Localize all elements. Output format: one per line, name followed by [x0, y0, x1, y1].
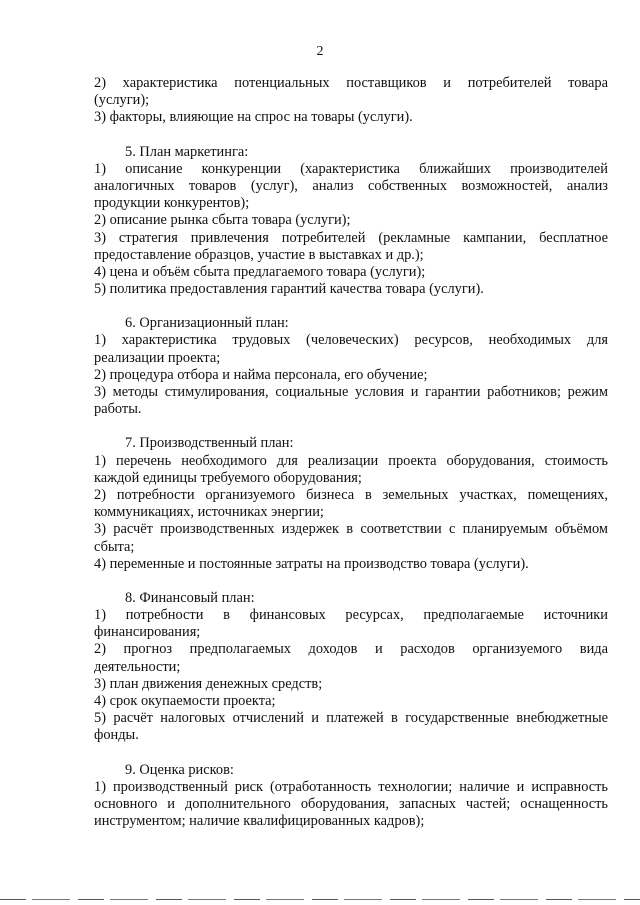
section-heading: 9. Оценка рисков:: [125, 761, 234, 778]
text-line: 1) характеристика трудовых (человеческих) ресурсов, необходимых для: [94, 332, 608, 349]
text-line: работы.: [94, 401, 142, 418]
footer-rule: [0, 899, 640, 900]
text-line: предоставление образцов, участие в выставках и др.);: [94, 246, 424, 263]
text-line: коммуникациях, источниках энергии;: [94, 504, 324, 521]
text-line: 4) переменные и постоянные затраты на производство товара (услуги).: [94, 555, 529, 572]
list-block: [94, 75, 608, 127]
section: [94, 762, 608, 831]
text-line: финансирования;: [94, 624, 201, 641]
section-heading: 5. План маркетинга:: [125, 143, 249, 160]
text-line: 1) описание конкуренции (характеристика ближайших производителей: [94, 160, 608, 177]
section-gap: [94, 298, 608, 315]
text-line: каждой единицы требуемого оборудования;: [94, 469, 362, 486]
text-line: реализации проекта;: [94, 349, 221, 366]
text-line: 5) политика предоставления гарантий качества товара (услуги).: [94, 281, 484, 298]
section: [94, 435, 608, 573]
text-line: основного и дополнительного оборудования, запасных частей; оснащенность: [94, 795, 608, 812]
section-gap: [94, 573, 608, 590]
text-line: деятельности;: [94, 658, 181, 675]
text-line: аналогичных товаров (услуг), анализ собственных возможностей, анализ: [94, 177, 608, 194]
text-line: сбыта;: [94, 538, 135, 555]
section-gap: [94, 418, 608, 435]
text-line: 4) цена и объём сбыта предлагаемого товара (услуги);: [94, 263, 426, 280]
document-body: [94, 75, 608, 830]
text-line: 3) план движения денежных средств;: [94, 675, 323, 692]
text-line: 2) характеристика потенциальных поставщиков и потребителей товара: [94, 75, 608, 91]
section: [94, 590, 608, 745]
section-gap: [94, 745, 608, 762]
text-line: 2) прогноз предполагаемых доходов и расходов организуемого вида: [94, 641, 608, 658]
section: [94, 315, 608, 418]
text-line: 3) стратегия привлечения потребителей (рекламные кампании, бесплатное: [94, 229, 608, 246]
text-line: продукции конкурентов);: [94, 195, 250, 212]
text-line: (услуги);: [94, 92, 150, 109]
section-heading: 7. Производственный план:: [125, 435, 294, 452]
text-line: 3) расчёт производственных издержек в соответствии с планируемым объёмом: [94, 521, 608, 538]
text-line: фонды.: [94, 727, 139, 744]
section-heading: 6. Организационный план:: [125, 315, 289, 332]
text-line: 3) методы стимулирования, социальные условия и гарантии работников; режим: [94, 384, 608, 400]
text-line: 1) перечень необходимого для реализации проекта оборудования, стоимость: [94, 452, 608, 469]
text-line: инструментом; наличие квалифицированных кадров);: [94, 813, 425, 830]
text-line: 2) процедура отбора и найма персонала, его обучение;: [94, 366, 428, 383]
text-line: 1) потребности в финансовых ресурсах, предполагаемые источники: [94, 607, 608, 624]
section-gap: [94, 127, 608, 144]
page-number: 2: [316, 44, 324, 59]
text-line: 2) описание рынка сбыта товара (услуги);: [94, 212, 351, 229]
text-line: 5) расчёт налоговых отчислений и платежей в государственные внебюджетные: [94, 710, 608, 727]
text-line: 2) потребности организуемого бизнеса в земельных участках, помещениях,: [94, 486, 608, 503]
text-line: 4) срок окупаемости проекта;: [94, 693, 276, 709]
text-line: 3) факторы, влияющие на спрос на товары (услуги).: [94, 109, 413, 126]
section: [94, 144, 608, 299]
text-line: 1) производственный риск (отработанность технологии; наличие и исправность: [94, 778, 608, 795]
section-heading: 8. Финансовый план:: [125, 589, 255, 606]
